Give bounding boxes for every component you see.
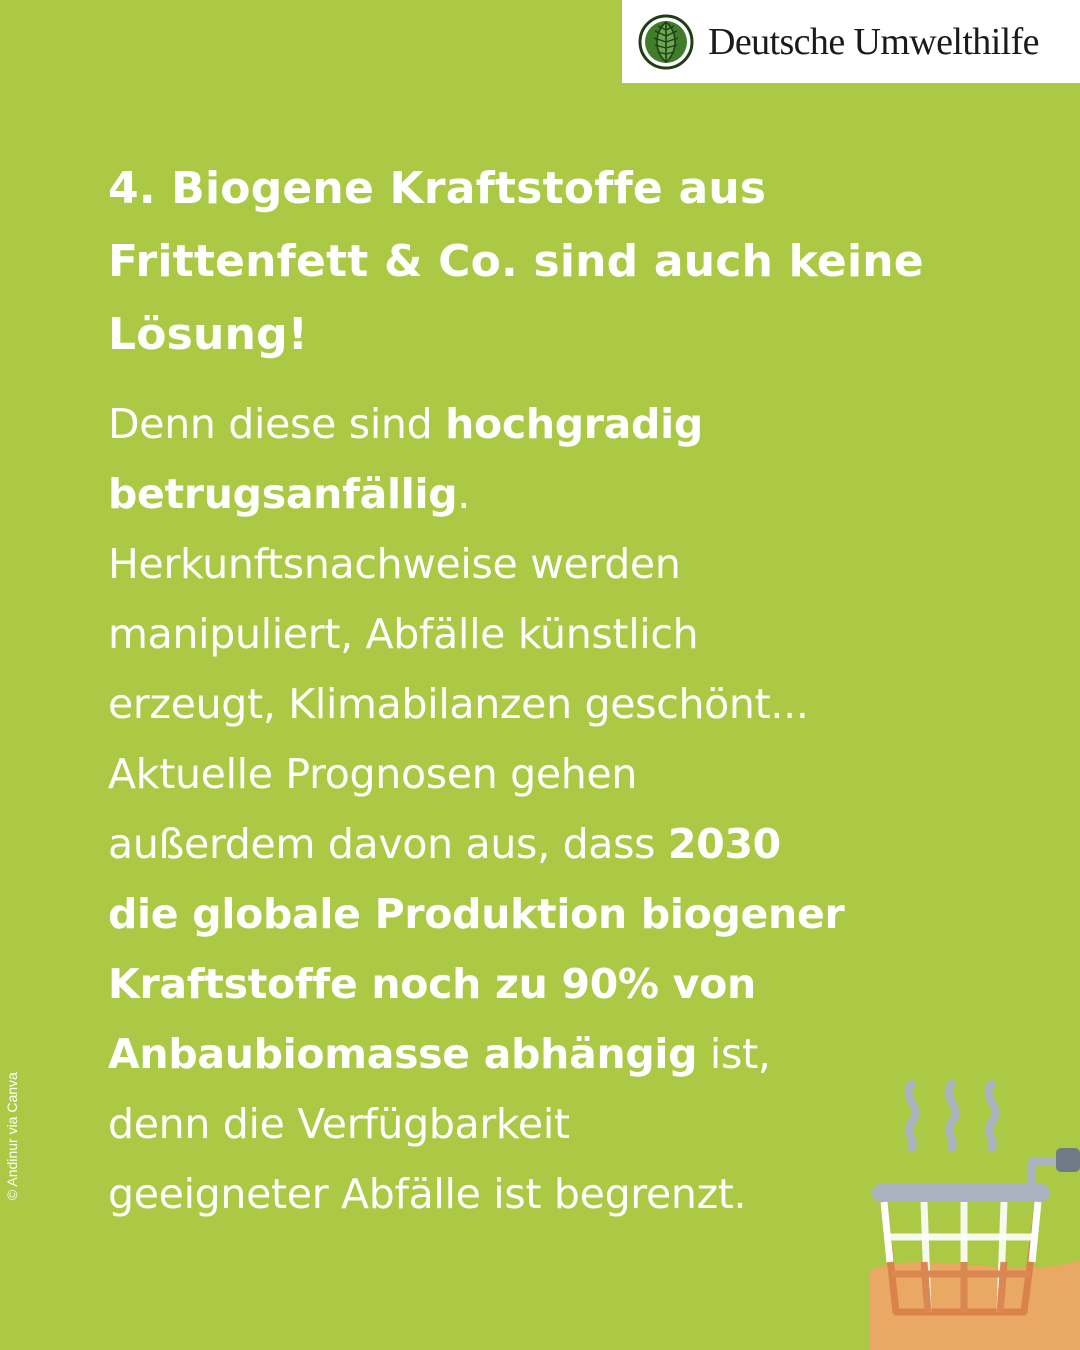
body-line: erzeugt, Klimabilanzen geschönt... xyxy=(108,680,809,728)
body-line xyxy=(108,1019,988,1089)
body-segment: außerdem davon aus, dass xyxy=(108,820,668,868)
deep-fryer-basket-icon xyxy=(864,1072,1080,1350)
body-emphasis: hochgradig xyxy=(445,400,703,448)
body-line: manipuliert, Abfälle künstlich xyxy=(108,610,699,658)
body-segment: Denn diese sind xyxy=(108,400,446,448)
body-line: denn die Verfügbarkeit xyxy=(108,1100,570,1148)
body-line xyxy=(108,389,988,459)
brand-name: Deutsche Umwelthilfe xyxy=(708,20,1039,63)
headline xyxy=(108,152,1008,371)
body-emphasis: 2030 xyxy=(667,820,781,868)
body-line xyxy=(108,809,988,879)
body-line: geeigneter Abfälle ist begrenzt. xyxy=(108,1170,747,1218)
leaf-globe-icon xyxy=(638,14,694,70)
body-segment: . xyxy=(457,470,471,518)
body-emphasis: die globale Produktion biogener xyxy=(108,890,845,938)
headline-line-3: Lösung! xyxy=(108,309,309,360)
brand-logo xyxy=(622,0,1080,83)
body-emphasis: Anbaubiomasse abhängig xyxy=(108,1030,698,1078)
body-line: Herkunftsnachweise werden xyxy=(108,540,681,588)
body-segment: ist, xyxy=(697,1030,771,1078)
body-line xyxy=(108,879,988,949)
body-line: Aktuelle Prognosen gehen xyxy=(108,750,638,798)
body-emphasis: betrugsanfällig xyxy=(108,470,458,518)
body-text xyxy=(108,389,988,1229)
body-line xyxy=(108,949,988,1019)
image-credit: © Andinur via Canva xyxy=(4,1072,20,1200)
body-emphasis: Kraftstoffe noch zu 90% von xyxy=(108,960,756,1008)
body-line xyxy=(108,459,988,529)
headline-line-2: Frittenfett & Co. sind auch keine xyxy=(108,236,924,287)
headline-line-1: 4. Biogene Kraftstoffe aus xyxy=(108,163,767,214)
